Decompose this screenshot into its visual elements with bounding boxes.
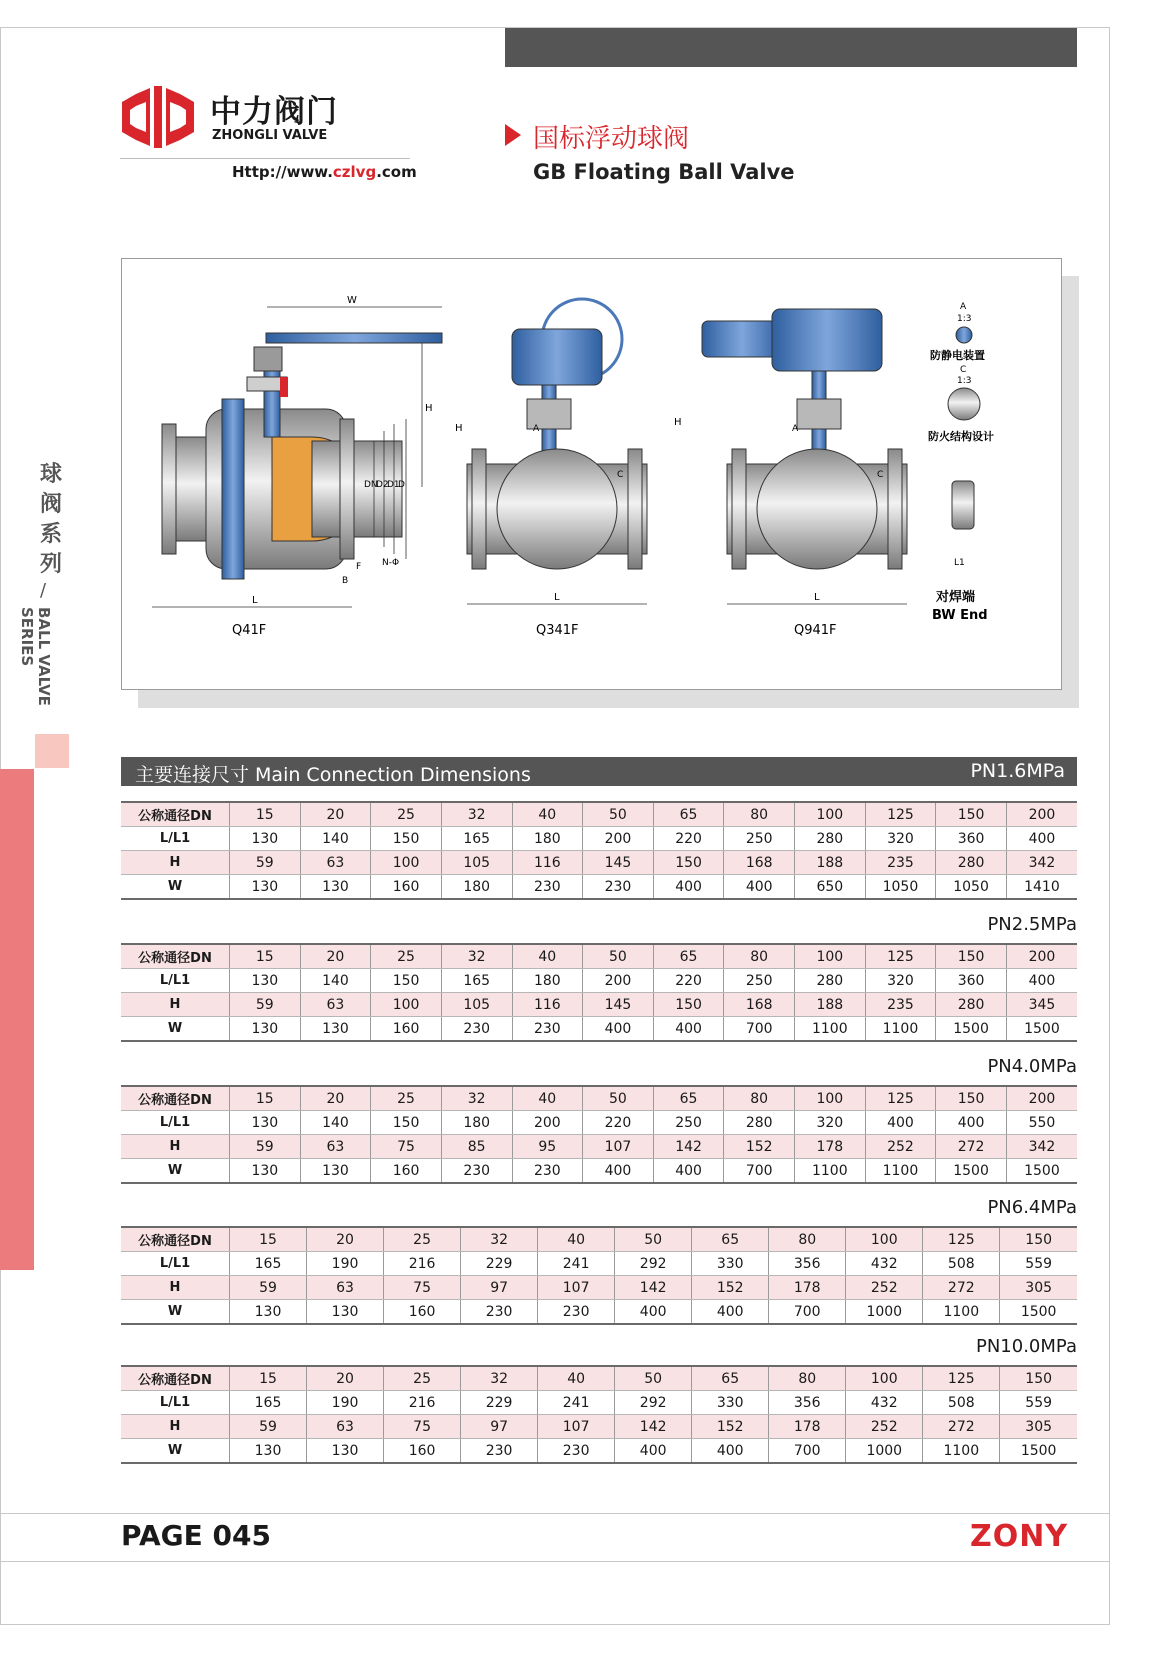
dim-label-f: F xyxy=(356,562,362,572)
table-row: W 130 130 160 230 230 400 400 700 1000 1100 1500 xyxy=(121,1300,1077,1325)
page-number: PAGE 045 xyxy=(121,1519,271,1552)
bw-end-cn: 对焊端 xyxy=(936,590,976,605)
dim-label-w: W xyxy=(347,295,357,306)
dim-label-nphi: N-Φ xyxy=(382,558,400,568)
q941f-drawing xyxy=(674,309,907,638)
zony-logo: ZONY xyxy=(970,1519,1069,1554)
dimension-table-pn16 xyxy=(121,801,1077,900)
dim-label-l: L xyxy=(252,595,258,606)
table-row: 公称通径DN 15 20 25 32 40 50 65 80 100 125 150 xyxy=(121,1227,1077,1252)
dimension-table-pn64 xyxy=(121,1226,1077,1325)
pn-label-1: PN1.6MPa xyxy=(970,760,1065,782)
detail-a-label: 防静电装置 xyxy=(930,349,985,362)
dimension-table-pn40 xyxy=(121,1085,1077,1184)
zhongli-logo-icon xyxy=(118,86,198,148)
bw-end-en: BW End xyxy=(932,608,988,623)
dimension-table-pn25 xyxy=(121,943,1077,1042)
brand-name-cn: 中力阀门 xyxy=(210,94,338,130)
website-link[interactable]: Http://www.czlvg.com xyxy=(232,163,417,181)
table-row: H 59 63 75 97 107 142 152 178 252 272 305 xyxy=(121,1415,1077,1439)
table-row: W 130 130 160 230 230 400 400 700 1100 1100 1500 1500 xyxy=(121,1017,1077,1042)
table-row: H 59 63 75 97 107 142 152 178 252 272 305 xyxy=(121,1276,1077,1300)
section-header-bar xyxy=(121,757,1077,786)
q341f-drawing xyxy=(455,299,647,638)
dim-label-a-q341: A xyxy=(533,424,540,434)
dim-label-dn: DN xyxy=(364,480,378,490)
dim-label-d1: D1 xyxy=(387,480,400,490)
dim-label-l-q341: L xyxy=(554,592,560,603)
sidebar-slash: / xyxy=(40,580,47,601)
table-row: H 59 63 75 85 95 107 142 152 178 252 272 342 xyxy=(121,1135,1077,1159)
dim-label-l1: L1 xyxy=(954,558,965,568)
valve-drawing-panel xyxy=(121,258,1062,690)
dim-label-d: D xyxy=(398,480,405,490)
table-row: L/L1 165 190 216 229 241 292 330 356 432 508 559 xyxy=(121,1391,1077,1415)
table-row: 公称通径DN 15 20 25 32 40 50 65 80 100 125 150 xyxy=(121,1366,1077,1391)
header-bar xyxy=(505,28,1077,67)
pn-label-2: PN2.5MPa xyxy=(987,914,1077,935)
footer-divider-top xyxy=(1,1513,1109,1514)
dim-label-h-q341: H xyxy=(455,423,463,434)
dim-label-c-q341: C xyxy=(617,470,624,480)
model-q341f: Q341F xyxy=(536,623,579,638)
table-row: L/L1 130 140 150 165 180 200 220 250 280 320 360 400 xyxy=(121,969,1077,993)
sidebar-accent-red xyxy=(0,769,34,1270)
table-row: H 59 63 100 105 116 145 150 168 188 235 280 345 xyxy=(121,993,1077,1017)
detail-c-label: 防火结构设计 xyxy=(928,430,994,443)
dim-label-h: H xyxy=(425,403,433,414)
table-row: 公称通径DN 15 20 25 32 40 50 65 80 100 125 150 200 xyxy=(121,1086,1077,1111)
table-row: L/L1 130 140 150 180 200 220 250 280 320 400 400 550 xyxy=(121,1111,1077,1135)
sidebar-series-cn: 球阀系列 xyxy=(39,462,62,577)
table-row: L/L1 130 140 150 165 180 200 220 250 280 320 360 400 xyxy=(121,827,1077,851)
page-title-en: GB Floating Ball Valve xyxy=(533,160,795,184)
dim-label-l-q941: L xyxy=(814,592,820,603)
dim-label-d2: D2 xyxy=(376,480,389,490)
title-arrow-icon xyxy=(505,124,521,146)
footer-divider-bottom xyxy=(1,1561,1109,1562)
pn-label-5: PN10.0MPa xyxy=(975,1336,1077,1357)
table-row: W 130 130 160 230 230 400 400 700 1000 1100 1500 xyxy=(121,1439,1077,1464)
dim-label-h-q941: H xyxy=(674,417,682,428)
detail-c-mark: C xyxy=(960,365,967,375)
sidebar-accent-pink xyxy=(35,734,69,768)
table-row: W 130 130 160 230 230 400 400 700 1100 1100 1500 1500 xyxy=(121,1159,1077,1184)
brand-name-en: ZHONGLI VALVE xyxy=(212,128,328,143)
pn-label-4: PN6.4MPa xyxy=(987,1197,1077,1218)
detail-c-scale: 1:3 xyxy=(957,376,972,386)
detail-callouts xyxy=(928,302,994,623)
page-title-cn: 国标浮动球阀 xyxy=(533,124,690,154)
table-row: 公称通径DN 15 20 25 32 40 50 65 80 100 125 150 200 xyxy=(121,944,1077,969)
sidebar-series-en: BALL VALVE SERIES xyxy=(18,607,53,706)
table-row: H 59 63 100 105 116 145 150 168 188 235 280 342 xyxy=(121,851,1077,875)
pn-label-3: PN4.0MPa xyxy=(987,1056,1077,1077)
logo-divider xyxy=(120,158,410,159)
q41f-drawing xyxy=(152,295,442,638)
section-title: 主要连接尺寸 Main Connection Dimensions xyxy=(135,764,531,786)
dimension-table-pn100 xyxy=(121,1365,1077,1464)
table-row: L/L1 165 190 216 229 241 292 330 356 432 508 559 xyxy=(121,1252,1077,1276)
model-q41f: Q41F xyxy=(232,623,267,638)
valve-drawings-svg xyxy=(122,259,1061,689)
detail-a-scale: 1:3 xyxy=(957,314,972,324)
table-row: 公称通径DN 15 20 25 32 40 50 65 80 100 125 150 200 xyxy=(121,802,1077,827)
dim-label-a-q941: A xyxy=(792,424,799,434)
dim-label-b: B xyxy=(342,576,349,586)
dim-label-c-q941: C xyxy=(877,470,884,480)
model-q941f: Q941F xyxy=(794,623,837,638)
detail-a-mark: A xyxy=(960,302,967,312)
table-row: W 130 130 160 180 230 230 400 400 650 1050 1050 1410 xyxy=(121,875,1077,900)
